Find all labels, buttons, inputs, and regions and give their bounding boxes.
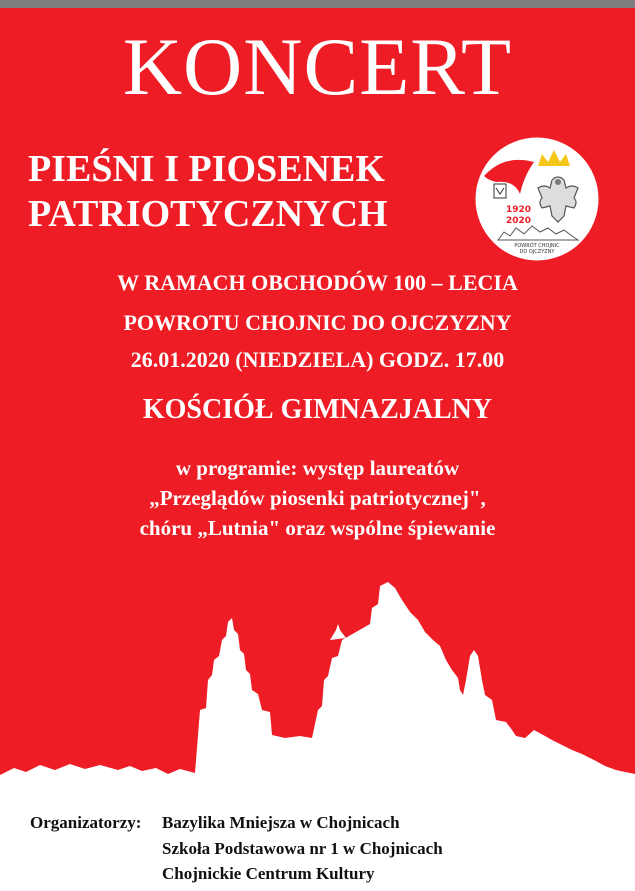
logo-caption-line-2: DO OJCZYZNY — [519, 249, 555, 255]
venue: KOŚCIÓŁ GIMNAZJALNY — [142, 394, 493, 425]
event-date-time: 26.01.2020 (NIEDZIELA) GODZ. 17.00 — [130, 347, 505, 372]
subtitle-line-1: PIEŚNI I PIOSENEK — [28, 148, 385, 190]
organizer-1: Bazylika Mniejsza w Chojnicach — [162, 813, 400, 832]
organizers-label: Organizatorzy: — [30, 813, 142, 832]
logo-caption-line-1: POWRÓT CHOJNIC — [514, 243, 560, 249]
logo-year-start: 1920 — [506, 205, 532, 215]
poster-title: KONCERT — [122, 21, 513, 112]
event-line-2: POWROTU CHOJNIC DO OJCZYZNY — [123, 310, 512, 335]
event-line-1: W RAMACH OBCHODÓW 100 – LECIA — [117, 270, 518, 295]
organizer-3: Chojnickie Centrum Kultury — [162, 864, 375, 883]
logo-year-end: 2020 — [506, 216, 532, 226]
organizer-2: Szkoła Podstawowa nr 1 w Chojnicach — [162, 839, 443, 858]
program-line-1: w programie: występ laureatów — [175, 456, 460, 480]
top-bar — [0, 0, 635, 8]
anniversary-logo — [474, 136, 600, 262]
subtitle-line-2: PATRIOTYCZNYCH — [28, 193, 388, 235]
program-line-2: „Przeglądów piosenki patriotycznej", — [149, 486, 486, 510]
program-line-3: chóru „Lutnia" oraz wspólne śpiewanie — [139, 516, 496, 540]
coat-of-arms-icon — [494, 184, 506, 198]
